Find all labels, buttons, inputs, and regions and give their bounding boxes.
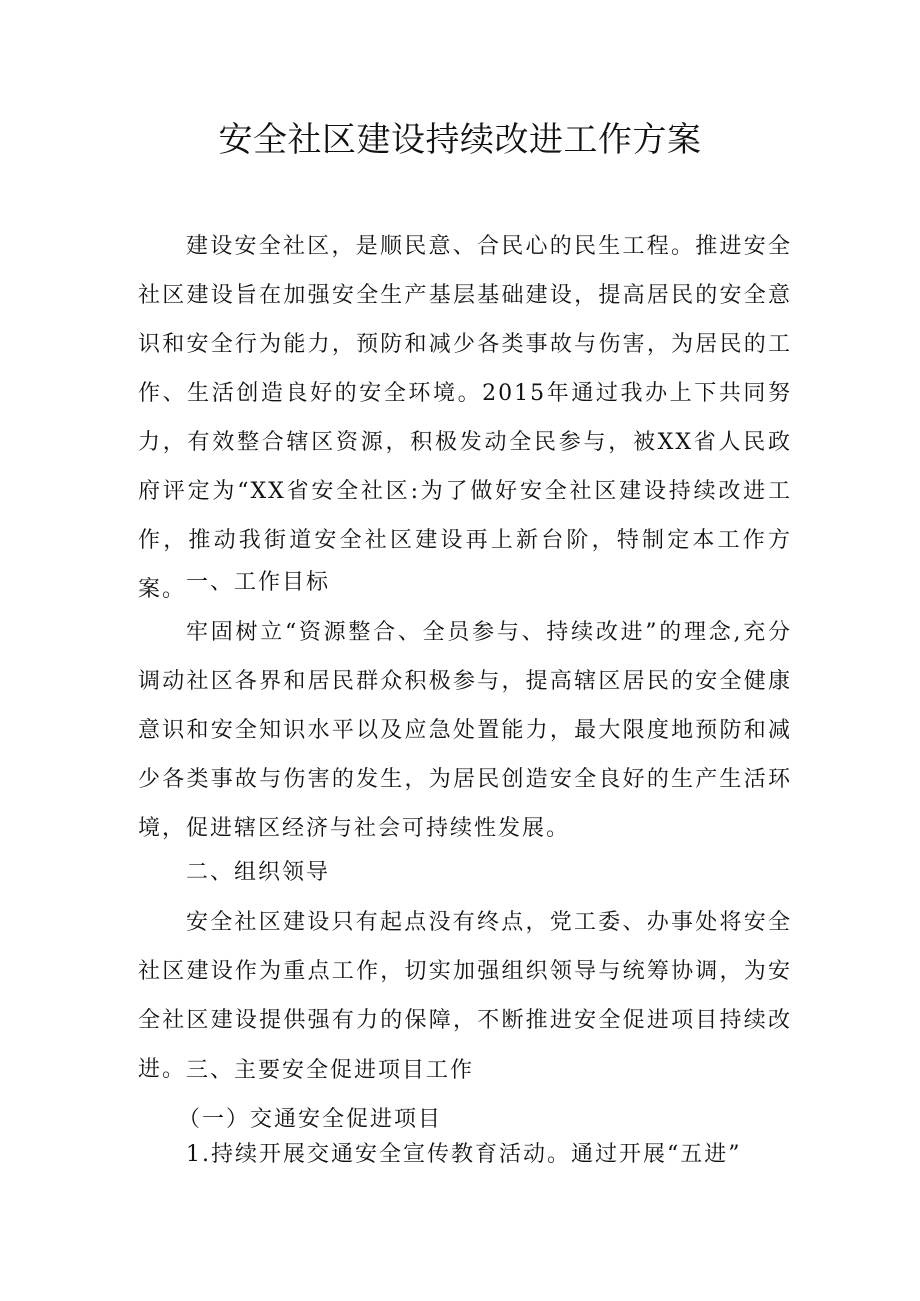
section-2-paragraph: 安全社区建设只有起点没有终点，党工委、办事处将安全社区建设作为重点工作，切实加强组织领导与统筹协调，为安全社区建设提供强有力的保障，不断推进安全促进项目持续改进。 <box>138 910 792 1082</box>
intro-paragraph: 建设安全社区，是顺民意、合民心的民生工程。推进安全社区建设旨在加强安全生产基层基础建设，提高居民的安全意识和安全行为能力，预防和减少各类事故与伤害，为居民的工作、生活创造良好的安全环境。2015年通过我办上下共同努力，有效整合辖区资源，积极发动全民参与，被XX省人民政府评定为“XX省安全社区:为了做好安全社区建设持续改进工作，推动我街道安全社区建设再上新台阶，特制定本工作方案。 <box>138 234 792 602</box>
item-1-paragraph: 1.持续开展交通安全宣传教育活动。通过开展“五进” <box>186 1142 742 1167</box>
subsection-1-heading: （一）交通安全促进项目 <box>178 1107 443 1132</box>
section-1-heading: 一、工作目标 <box>186 570 331 595</box>
section-2-heading: 二、组织领导 <box>186 860 331 885</box>
section-3-heading: 三、主要安全促进项目工作 <box>186 1058 475 1083</box>
section-1-paragraph: 牢固树立“资源整合、全员参与、持续改进”的理念,充分调动社区各界和居民群众积极参与，提高辖区居民的安全健康意识和安全知识水平以及应急处置能力，最大限度地预防和减少各类事故与伤害的发生，为居民创造安全良好的生产生活环境，促进辖区经济与社会可持续性发展。 <box>138 620 792 841</box>
document-title: 安全社区建设持续改进工作方案 <box>218 120 702 160</box>
